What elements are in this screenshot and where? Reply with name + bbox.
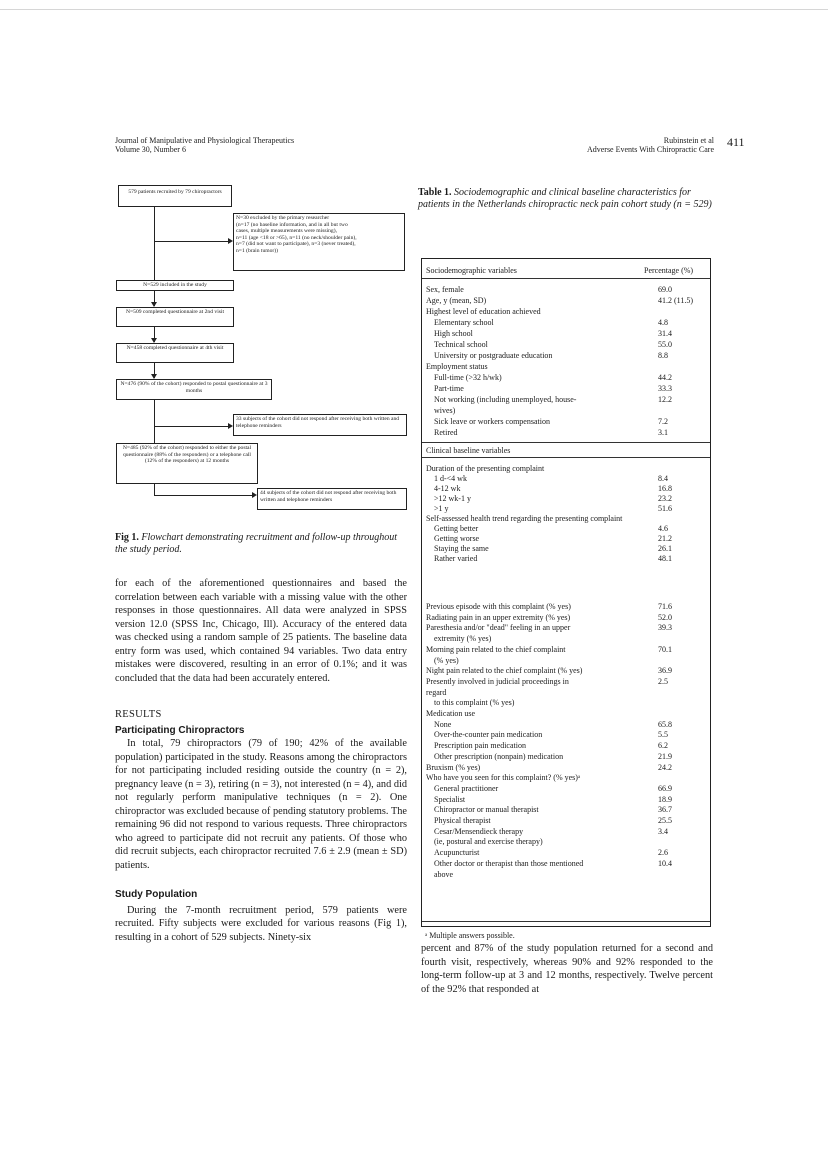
table-cell-label: Medication use	[426, 709, 476, 718]
table-cell-label: 4-12 wk	[434, 484, 461, 493]
table-cell-value: 24.2	[658, 762, 672, 772]
table-cell-label: Bruxism (% yes)	[426, 762, 481, 772]
table-cell-value: 7.2	[658, 417, 668, 426]
table-row	[426, 307, 708, 316]
table-row	[426, 870, 708, 879]
table-cell-value: 21.2	[658, 534, 672, 543]
table-cell-label: University or postgraduate education	[434, 351, 553, 360]
table-cell-label: 1 d-<4 wk	[434, 474, 467, 483]
table-row	[426, 634, 708, 643]
table-row	[426, 730, 708, 739]
table-cell-label: Duration of the presenting complaint	[426, 464, 545, 473]
table-row	[426, 827, 708, 836]
table-footnote: ᵃ Multiple answers possible.	[425, 931, 515, 940]
table-cell-value: 16.8	[658, 484, 672, 493]
excluded-line: N=30 excluded by the primary researcher	[236, 215, 330, 221]
table-row	[426, 329, 708, 338]
table-row	[426, 464, 708, 473]
table-cell-value: 4.6	[658, 524, 668, 533]
table-row	[426, 406, 708, 415]
table-cell-value: 12.2	[658, 395, 672, 404]
table-cell-label: Chiropractor or manual therapist	[434, 805, 539, 815]
flow-box-visit4: N=458 completed questionnaire at 4th visit	[116, 343, 234, 363]
table-label: Table 1.	[418, 187, 452, 198]
table-cell-label: Morning pain related to the chief complaint	[426, 644, 566, 654]
table-row	[426, 514, 708, 523]
table-row	[426, 318, 708, 327]
table-row	[426, 805, 708, 814]
flow-box-recruited: 579 patients recruited by 79 chiropractors	[118, 185, 232, 207]
flow-box-12-months: N=485 (92% of the cohort) responded to either the postal questionnaire (88% of the responders) or a telephone call (12% of the responders) at 12 months	[116, 443, 258, 484]
table-row	[426, 773, 708, 782]
table-row	[426, 688, 708, 697]
table-cell-label: Rather varied	[434, 554, 478, 563]
table-cell-label: Who have you seen for this complaint? (% yes)ᵃ	[426, 773, 581, 783]
table-row	[426, 474, 708, 483]
table-cell-label: Sex, female	[426, 285, 464, 294]
table-cell-value: 55.0	[658, 340, 672, 349]
table-row	[426, 816, 708, 825]
table-row	[426, 484, 708, 493]
table-cell-value: 25.5	[658, 816, 672, 825]
table-row	[426, 763, 708, 772]
table-row	[426, 340, 708, 349]
table-cell-value: 3.4	[658, 826, 668, 836]
table-cell-value: 21.9	[658, 751, 672, 761]
author-name: Rubinstein et al	[663, 136, 714, 145]
flow-box-nonresponders-12m: 44 subjects of the cohort did not respond after receiving both written and telephone reminders	[257, 488, 407, 510]
table-cell-label: Employment status	[426, 362, 488, 371]
table-row	[426, 384, 708, 393]
column-header: Sociodemographic variables	[426, 266, 517, 275]
table-row	[426, 494, 708, 503]
table-row	[426, 645, 708, 654]
table-cell-value: 31.4	[658, 329, 672, 338]
table-row	[426, 709, 708, 718]
flow-connector	[154, 241, 230, 242]
table-title	[418, 187, 714, 211]
table-cell-label: Presently involved in judicial proceedings in	[426, 676, 569, 686]
figure-caption	[115, 532, 407, 556]
body-paragraph: percent and 87% of the study population returned for a second and fourth visit, respectively, whereas 90% and 92% responded to the long-term follow-up at 3 and 12 months, respectively. Twelve percent of the 92% that responded at	[421, 943, 713, 995]
table-row	[426, 613, 708, 622]
table-cell-label: Cesar/Mensendieck therapy	[434, 826, 524, 836]
table-cell-value: 52.0	[658, 612, 672, 622]
table-cell-value: 2.6	[658, 848, 668, 858]
table-cell-value: 36.7	[658, 805, 672, 815]
table-row	[426, 848, 708, 857]
excluded-line: n=1 (brain tumor))	[236, 247, 278, 254]
table-row	[426, 677, 708, 686]
table-cell-label: Staying the same	[434, 544, 489, 553]
table-cell-label: Prescription pain medication	[434, 741, 526, 751]
table-cell-label: None	[434, 719, 452, 729]
table-cell-label: (ie, postural and exercise therapy)	[434, 837, 543, 847]
table-cell-value: 71.6	[658, 602, 672, 611]
table-cell-value: 10.4	[658, 858, 672, 868]
table-cell-label: Paresthesia and/or "dead" feeling in an upper	[426, 623, 571, 633]
table-cell-label: General practitioner	[434, 783, 499, 793]
table-cell-value: 6.2	[658, 741, 668, 751]
top-rule	[0, 9, 828, 10]
table-title-text: Sociodemographic and clinical baseline characteristics for patients in the Netherlands chiropractic neck pain cohort study (n = 529)	[418, 187, 712, 210]
table-cell-label: Technical school	[434, 340, 488, 349]
flow-box-visit2: N=509 completed questionnaire at 2nd visit	[116, 307, 234, 327]
table-cell-label: Age, y (mean, SD)	[426, 296, 487, 305]
table-cell-label: Self-assessed health trend regarding the presenting complaint	[426, 514, 623, 523]
table-row	[426, 395, 708, 404]
table-row	[426, 602, 708, 611]
table-cell-label: Part-time	[434, 384, 464, 393]
table-cell-label: Retired	[434, 428, 458, 437]
table-cell-value: 41.2 (11.5)	[658, 296, 694, 305]
flow-connector	[154, 207, 155, 280]
table-row	[426, 784, 708, 793]
table-row	[426, 741, 708, 750]
table-cell-label: High school	[434, 329, 473, 338]
table-cell-label: Night pain related to the chief complaint (% yes)	[426, 666, 583, 676]
table-cell-label: Acupuncturist	[434, 848, 480, 858]
table-cell-label: Sick leave or workers compensation	[434, 417, 550, 426]
table-row	[426, 417, 708, 426]
table-cell-label: Specialist	[434, 794, 466, 804]
table-cell-value: 51.6	[658, 504, 672, 513]
table-cell-value: 18.9	[658, 794, 672, 804]
subsection-heading: Participating Chiropractors	[115, 724, 245, 736]
running-header-right	[520, 136, 714, 154]
table-cell-label: regard	[426, 687, 447, 697]
table-cell-value: 4.8	[658, 318, 668, 327]
table-row	[426, 656, 708, 665]
running-header-left	[115, 136, 294, 154]
body-paragraph: In total, 79 chiropractors (79 of 190; 42% of the available population) participated in the study. Reasons among the chiropractors for not participating included residing outside the country (n = 2), pregnancy leave (n = 3), retiring (n = 3), not interested (n = 4), and did not regularly perform manipulative techniques (n = 2). One chiropractor was excluded because of pending statutory problems. The remaining 96 did not respond to various requests. Three chiropractors who agreed to participate did not recruit any patients. Of those who did recruit subjects, each chiropractor recruited 7.6 ± 2.9 (mean ± SD) patients.	[115, 738, 407, 871]
flow-connector	[154, 400, 155, 443]
table-row	[426, 373, 708, 382]
table-row	[426, 351, 708, 360]
table-cell-value: 69.0	[658, 285, 672, 294]
table-row	[426, 666, 708, 675]
table-cell-label: extremity (% yes)	[434, 634, 492, 644]
table-cell-label: to this complaint (% yes)	[434, 698, 515, 708]
table-rule	[422, 921, 710, 922]
table-cell-value: 39.3	[658, 623, 672, 633]
table-cell-label: Getting worse	[434, 534, 480, 543]
table-row	[426, 720, 708, 729]
figure-label: Fig 1.	[115, 532, 139, 543]
table-cell-label: Radiating pain in an upper extremity (% yes)	[426, 612, 571, 622]
table-row	[426, 362, 708, 371]
table-cell-value: 66.9	[658, 783, 672, 793]
table-row	[426, 554, 708, 563]
table-row	[426, 837, 708, 846]
flow-box-excluded	[233, 213, 405, 271]
table-cell-label: Physical therapist	[434, 816, 491, 825]
table-row	[426, 504, 708, 513]
table-cell-value: 26.1	[658, 544, 672, 553]
table-cell-label: (% yes)	[434, 655, 459, 665]
table-cell-value: 8.4	[658, 474, 668, 483]
flow-connector	[154, 426, 230, 427]
right-column	[421, 942, 713, 996]
table-cell-label: Highest level of education achieved	[426, 307, 541, 316]
body-paragraph: for each of the aforementioned questionnaires and based the correlation between each variable with a missing value with the other responses in those questionnaires. All data were analyzed in SPSS version 12.0 (SPSS Inc, Chicago, Ill). Accuracy of the entered data was checked using a random sample of 25 patients. The baseline data entry form was used, which contained 94 variables. Two data entry mistakes were discovered, resulting in an error of 0.1%; and it was concluded that the data had been accurately entered.	[115, 578, 407, 684]
baseline-table	[421, 258, 711, 927]
journal-volume: Volume 30, Number 6	[115, 145, 186, 154]
table-cell-value: 2.5	[658, 676, 668, 686]
table-row	[426, 544, 708, 553]
table-rule	[422, 278, 710, 279]
table-cell-label: Not working (including unemployed, house-	[434, 395, 577, 404]
table-rule	[422, 457, 710, 458]
column-header: Percentage (%)	[644, 266, 694, 275]
table-cell-value: 48.1	[658, 554, 672, 563]
subsection-heading: Study Population	[115, 889, 198, 900]
left-column	[115, 577, 407, 944]
table-cell-value: 44.2	[658, 373, 672, 382]
table-cell-label: >12 wk-1 y	[434, 494, 471, 503]
table-cell-label: Previous episode with this complaint (% yes)	[426, 602, 571, 611]
table-cell-label: Other prescription (nonpain) medication	[434, 751, 564, 761]
table-cell-label: Over-the-counter pain medication	[434, 730, 543, 740]
excluded-line: n=11 (age <18 or >65), n=11 (no neck/shoulder pain),	[236, 234, 357, 241]
journal-name: Journal of Manipulative and Physiological Therapeutics	[115, 136, 295, 145]
flow-box-3-months: N=476 (90% of the cohort) responded to postal questionnaire at 3 months	[116, 379, 272, 400]
table-cell-value: 65.8	[658, 719, 672, 729]
table-row	[426, 795, 708, 804]
body-paragraph: During the 7-month recruitment period, 579 patients were recruited. Fifty subjects were excluded for various reasons (Fig 1), resulting in a cohort of 529 subjects. Ninety-six	[115, 904, 407, 943]
table-cell-value: 23.2	[658, 494, 672, 503]
table-row	[426, 524, 708, 533]
table-cell-label: Getting better	[434, 524, 479, 533]
table-cell-value: 8.8	[658, 351, 668, 360]
table-cell-label: wives)	[434, 406, 456, 415]
table-cell-value: 33.3	[658, 384, 672, 393]
table-row	[426, 698, 708, 707]
table-cell-label: >1 y	[434, 504, 449, 513]
table-row	[426, 534, 708, 543]
table-row	[426, 428, 708, 437]
table-cell-value: 3.1	[658, 428, 668, 437]
table-cell-value: 70.1	[658, 644, 672, 654]
table-row	[426, 752, 708, 761]
table-row	[426, 623, 708, 632]
table-row	[426, 285, 708, 294]
table-rule	[422, 442, 710, 443]
table-cell-value: 36.9	[658, 666, 672, 676]
table-cell-label: Full-time (>32 h/wk)	[434, 373, 502, 382]
table-cell-label: Elementary school	[434, 318, 494, 327]
excluded-line: cases, multiple measurements were missing),	[236, 228, 337, 235]
excluded-line: (n=17 (no baseline information, and in all but two	[236, 221, 348, 228]
table-cell-label: above	[434, 869, 454, 879]
figure-caption-text: Flowchart demonstrating recruitment and follow-up throughout the study period.	[115, 532, 398, 555]
table-row	[426, 859, 708, 868]
table-cell-label: Other doctor or therapist than those mentioned	[434, 858, 584, 868]
table-section-heading: Clinical baseline variables	[426, 446, 511, 455]
flow-box-nonresponders-3m: 33 subjects of the cohort did not respond after receiving both written and telephone reminders	[233, 414, 407, 436]
excluded-line: n=7 (did not want to participate), n=3 (never treated),	[236, 241, 356, 248]
section-heading: RESULTS	[115, 709, 162, 720]
flow-connector	[154, 495, 254, 496]
table-row	[426, 296, 708, 305]
flow-box-included: N=529 included in the study	[116, 280, 234, 291]
table-header-row	[426, 266, 708, 275]
page-number: 411	[727, 135, 745, 149]
table-cell-value: 5.5	[658, 730, 668, 740]
short-title: Adverse Events With Chiropractic Care	[586, 145, 714, 154]
